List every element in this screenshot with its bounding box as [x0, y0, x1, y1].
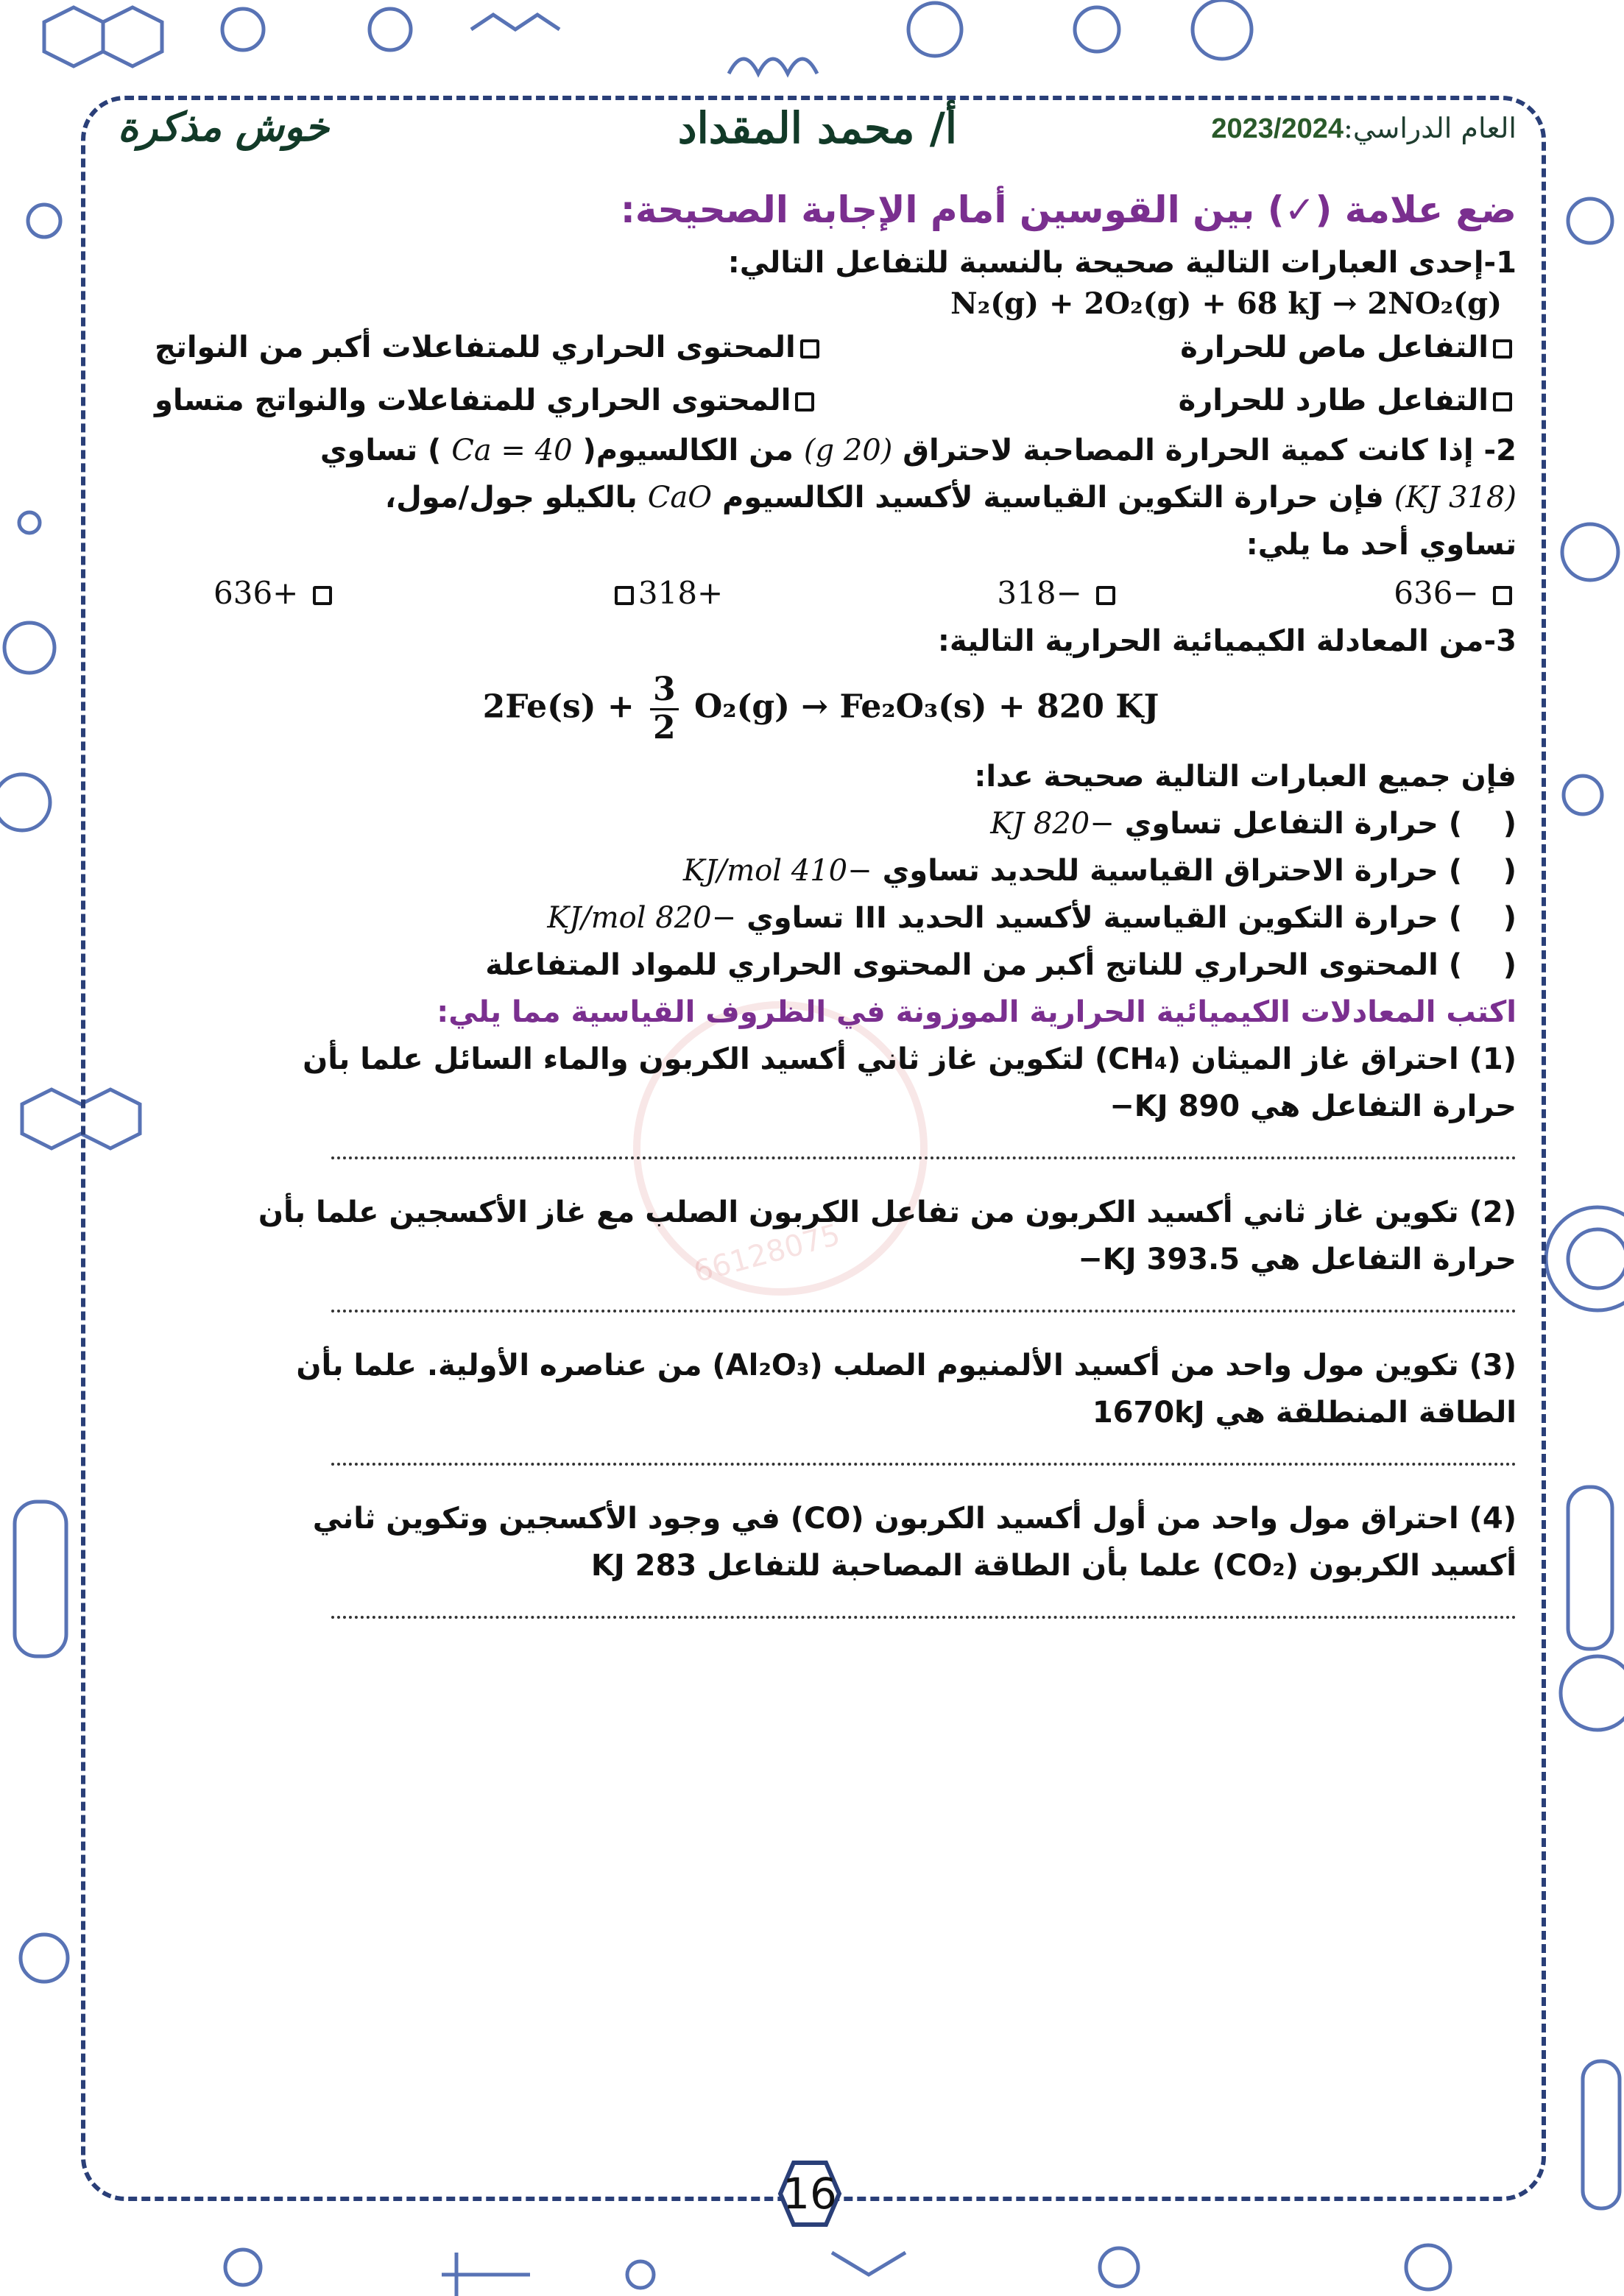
- brand-name: خوش مذكرة: [118, 103, 330, 150]
- section2-title: اكتب المعادلات الكيميائية الحرارية الموزونة في الظروف القياسية مما يلي:: [437, 995, 1517, 1029]
- section1-title: ضع علامة (✓) بين القوسين أمام الإجابة الصحيحة:: [620, 188, 1517, 231]
- q2-option-1[interactable]: −636: [1394, 568, 1517, 618]
- author-name: أ/ محمد المقداد: [677, 103, 957, 153]
- checkbox-icon: [313, 586, 332, 605]
- checkbox-icon: [1493, 586, 1512, 605]
- answer-line[interactable]: [331, 1458, 1517, 1466]
- q1-equation: N₂(g) + 2O₂(g) + 68 kJ → 2NO₂(g): [950, 286, 1502, 321]
- s2-item-2-line1: (2) تكوين غاز ثاني أكسيد الكربون من تفاعل الكربون الصلب مع غاز الأكسجين علما بأن: [258, 1195, 1517, 1229]
- checkbox-icon: [1493, 339, 1512, 358]
- q2-option-4[interactable]: +636: [213, 568, 336, 618]
- s2-item-4-line1: (4) احتراق مول واحد من أول أكسيد الكربون (CO) في وجود الأكسجين وتكوين ثاني: [312, 1501, 1517, 1536]
- q1-option-c[interactable]: التفاعل طارد للحرارة: [1179, 374, 1517, 427]
- q3-item-2[interactable]: ( ) حرارة الاحتراق القياسية للحديد تساوي −410 KJ/mol: [682, 853, 1517, 888]
- answer-line[interactable]: [331, 1305, 1517, 1313]
- q2-options: [125, 568, 1517, 618]
- watermark-phone: 66128075: [690, 1218, 844, 1290]
- s2-item-1-line1: (1) احتراق غاز الميثان (CH₄) لتكوين غاز ثاني أكسيد الكربون والماء السائل علما بأن: [303, 1042, 1517, 1076]
- q3-sub-stem: فإن جميع العبارات التالية صحيحة عدا:: [974, 759, 1517, 794]
- q3-stem: 3-من المعادلة الكيميائية الحرارية التالية:: [937, 624, 1517, 659]
- q3-item-4[interactable]: ( ) المحتوى الحراري للناتج أكبر من المحتوى الحراري للمواد المتفاعلة: [485, 947, 1517, 982]
- q1-option-b[interactable]: المحتوى الحراري للمتفاعلات أكبر من النواتج: [155, 321, 824, 374]
- q3-equation: 2Fe(s) + $\frac{3}{2}$ O₂(g) → Fe₂O₃(s) + 820 KJ: [482, 671, 1159, 746]
- year-label: العام الدراسي:: [1344, 112, 1517, 144]
- s2-item-4-line2: أكسيد الكربون (CO₂) علما بأن الطاقة المصاحبة للتفاعل 283 KJ: [590, 1548, 1517, 1583]
- q2-option-2[interactable]: −318: [997, 568, 1120, 618]
- academic-year: [1211, 112, 1517, 145]
- s2-item-3-line2: الطاقة المنطلقة هي 1670kJ: [1092, 1395, 1517, 1430]
- checkbox-icon: [1493, 392, 1512, 411]
- answer-line[interactable]: [331, 1152, 1517, 1159]
- answer-line[interactable]: [331, 1611, 1517, 1619]
- q1-options-row2: [125, 374, 1517, 427]
- page-number-badge: [766, 2157, 854, 2230]
- q2-line2: (318 KJ) فإن حرارة التكوين القياسية لأكسيد الكالسيوم CaO بالكيلو جول/مول،: [384, 481, 1517, 515]
- year-value: 2023/2024: [1211, 113, 1344, 144]
- page-header: [110, 103, 1517, 169]
- checkbox-icon: [800, 339, 819, 358]
- q1-option-a[interactable]: التفاعل ماص للحرارة: [1180, 321, 1517, 374]
- q2-line1: 2- إذا كانت كمية الحرارة المصاحبة لاحتراق (20 g) من الكالسيوم( Ca = 40 ) تساوي: [319, 434, 1517, 467]
- fraction: $\frac{3}{2}$: [650, 672, 679, 746]
- checkbox-icon: [615, 586, 634, 605]
- q1-options-row1: [125, 321, 1517, 374]
- q1-option-d[interactable]: المحتوى الحراري للمتفاعلات والنواتج متساو: [155, 374, 819, 427]
- checkbox-icon: [1096, 586, 1115, 605]
- q2-line3: تساوي أحد ما يلي:: [1246, 528, 1517, 562]
- worksheet-content: [125, 180, 1517, 1648]
- s2-item-3-line1: (3) تكوين مول واحد من أكسيد الألمنيوم الصلب (Al₂O₃) من عناصره الأولية. علما بأن: [296, 1348, 1517, 1382]
- q2-option-3[interactable]: +318: [610, 568, 723, 618]
- q3-item-1[interactable]: ( ) حرارة التفاعل تساوي −820 KJ: [990, 806, 1517, 841]
- s2-item-2-line2: حرارة التفاعل هي 393.5 KJ−: [1078, 1242, 1517, 1276]
- s2-item-1-line2: حرارة التفاعل هي 890 KJ−: [1109, 1089, 1517, 1123]
- q3-item-3[interactable]: ( ) حرارة التكوين القياسية لأكسيد الحديد III تساوي −820 KJ/mol: [547, 900, 1517, 935]
- checkbox-icon: [795, 392, 814, 411]
- q1-stem: 1-إحدى العبارات التالية صحيحة بالنسبة للتفاعل التالي:: [727, 246, 1517, 280]
- page-number: 16: [783, 2169, 837, 2219]
